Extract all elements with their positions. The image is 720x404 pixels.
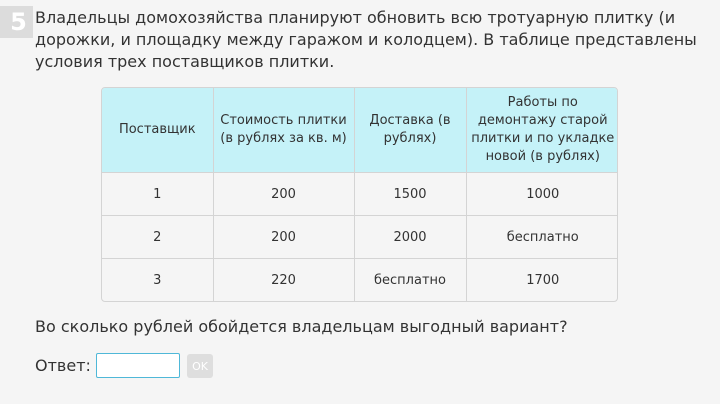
follow-up-question: Во сколько рублей обойдется владельцам выгодный вариант? [35, 317, 568, 336]
suppliers-table-container [101, 87, 618, 302]
table-cell: 1500 [354, 173, 466, 216]
table-cell: 1700 [466, 259, 618, 302]
table-cell: 1 [102, 173, 213, 216]
header-tile-cost: Стоимость плитки (в рублях за кв. м) [213, 88, 354, 173]
answer-label: Ответ: [35, 356, 91, 375]
ok-button[interactable]: OK [187, 354, 213, 378]
table-cell: 200 [213, 216, 354, 259]
table-cell: 2 [102, 216, 213, 259]
table-row [102, 173, 618, 216]
suppliers-table [102, 88, 618, 301]
answer-input[interactable] [96, 353, 180, 378]
table-row [102, 259, 618, 302]
header-delivery: Доставка (в рублях) [354, 88, 466, 173]
table-cell: 220 [213, 259, 354, 302]
task-number-badge: 5 [0, 6, 33, 38]
header-supplier: Поставщик [102, 88, 213, 173]
table-cell: 2000 [354, 216, 466, 259]
table-cell: 1000 [466, 173, 618, 216]
table-cell: 3 [102, 259, 213, 302]
table-cell: 200 [213, 173, 354, 216]
table-cell: бесплатно [466, 216, 618, 259]
table-row [102, 216, 618, 259]
header-works: Работы по демонтажу старой плитки и по укладке новой (в рублях) [466, 88, 618, 173]
table-header-row [102, 88, 618, 173]
table-cell: бесплатно [354, 259, 466, 302]
question-text: Владельцы домохозяйства планируют обновить всю тротуарную плитку (и дорожки, и площадку между гаражом и колодцем). В таблице представлены условия трех поставщиков плитки. [35, 8, 697, 71]
